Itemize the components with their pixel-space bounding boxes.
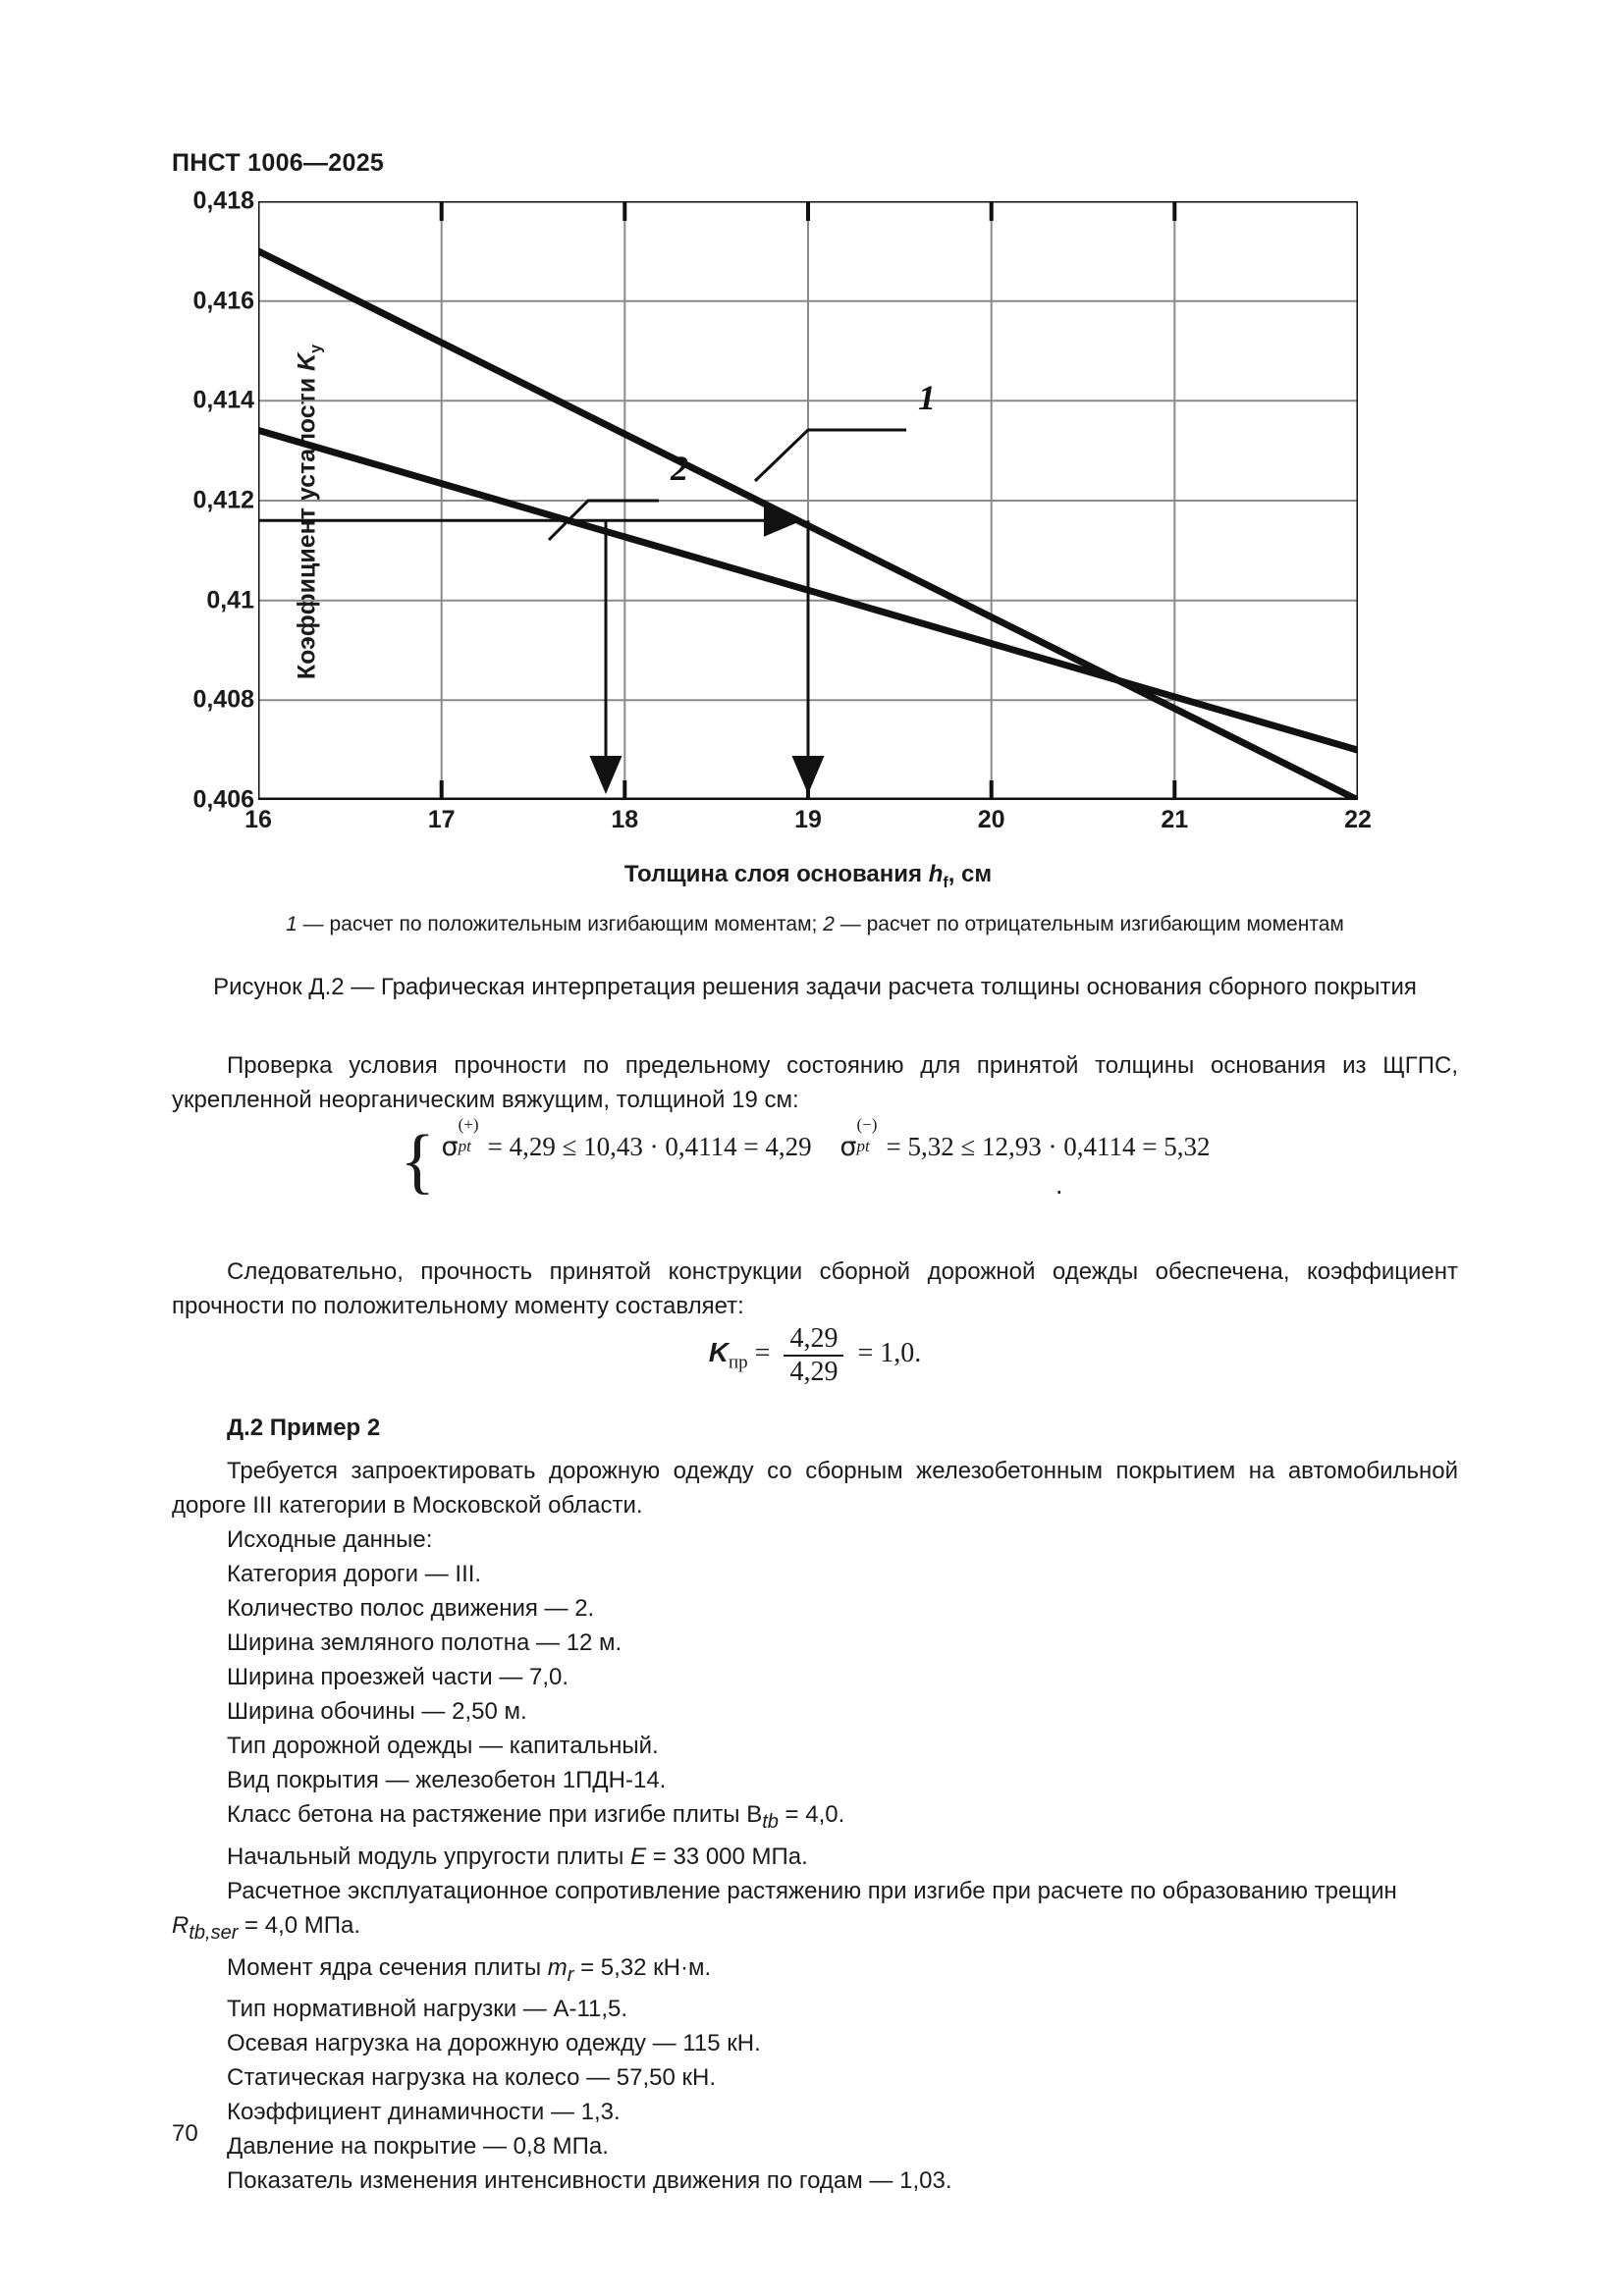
- section-heading-d2: Д.2 Пример 2: [227, 1415, 381, 1441]
- curve-label-1: 1: [918, 378, 936, 417]
- list-item-design-resistance: [172, 1874, 1458, 1908]
- kpr-equals-1: =: [754, 1338, 771, 1369]
- list-item: Тип дорожной одежды — капитальный.: [227, 1733, 659, 1759]
- kpr-result: 1,0.: [880, 1338, 922, 1369]
- design-resistance-subscript: tb,ser: [189, 1921, 239, 1944]
- list-item: Показатель изменения интенсивности движения по годам — 1,03.: [227, 2167, 952, 2195]
- formula-row-2-text: = 5,32 ≤ 12,93 · 0,4114 = 5,32: [886, 1132, 1211, 1161]
- list-item-design-resistance-cont: [172, 1908, 1458, 1950]
- list-item: Осевая нагрузка на дорожную одежду — 115 кН.: [227, 2030, 761, 2057]
- list-item-initial-data-label: Исходные данные:: [227, 1526, 433, 1553]
- legend-text-1: — расчет по положительным изгибающим моментам;: [297, 913, 824, 935]
- concrete-class-prefix: Класс бетона на растяжение при изгибе плиты B: [227, 1801, 763, 1828]
- kpr-denominator: 4,29: [784, 1355, 843, 1388]
- standard-header: ПНСТ 1006—2025: [172, 149, 385, 177]
- system-brace: {: [400, 1121, 436, 1201]
- elastic-modulus-suffix: = 33 000 МПа.: [646, 1842, 808, 1870]
- curve-label-1-leader: [755, 430, 906, 481]
- y-tick-label-0: 0,406: [192, 785, 254, 814]
- core-moment-prefix: Момент ядра сечения плиты: [227, 1953, 548, 1981]
- x-tick-label-0: 16: [244, 806, 272, 833]
- list-item: Количество полос движения — 2.: [227, 1595, 595, 1622]
- design-resistance-suffix: = 4,0 МПа.: [238, 1911, 361, 1939]
- solution-arrows: [258, 520, 808, 788]
- list-item: Коэффициент динамичности — 1,3.: [227, 2099, 621, 2126]
- core-moment-subscript: r: [567, 1963, 574, 1986]
- list-item: Вид покрытия — железобетон 1ПДН-14.: [227, 1767, 667, 1793]
- sigma-indices-2: (−) pt: [856, 1114, 878, 1155]
- concrete-class-suffix: = 4,0.: [778, 1801, 845, 1828]
- list-item-concrete-class: [172, 1797, 1458, 1840]
- formula-row-1-text: = 4,29 ≤ 10,43 · 0,4114 = 4,29: [487, 1132, 812, 1161]
- x-axis-title-subscript: f: [943, 874, 948, 891]
- list-item: Ширина обочины — 2,50 м.: [227, 1698, 527, 1725]
- y-tick-label-2: 0,41: [206, 586, 254, 614]
- kpr-symbol: K: [708, 1337, 729, 1368]
- y-axis-title-symbol: K: [293, 352, 321, 371]
- list-item: Ширина проезжей части — 7,0.: [227, 1664, 569, 1690]
- sigma-symbol-2: σ: [839, 1132, 857, 1162]
- list-item-core-moment: [172, 1950, 1458, 1993]
- list-item: Тип нормативной нагрузки — А-11,5.: [227, 1996, 628, 2023]
- figure-caption: Рисунок Д.2 — Графическая интерпретация решения задачи расчета толщины основания сборного покрытия: [213, 974, 1417, 1000]
- x-tick-label-1: 17: [427, 806, 456, 833]
- y-tick-label-3: 0,412: [192, 486, 254, 514]
- kpr-equals-2: =: [857, 1338, 874, 1369]
- y-tick-label-4: 0,414: [192, 386, 254, 414]
- y-tick-label-5: 0,416: [192, 287, 254, 315]
- core-moment-suffix: = 5,32 кН·м.: [573, 1953, 712, 1981]
- x-tick-label-3: 19: [794, 806, 822, 833]
- y-axis-title-subscript: y: [307, 344, 325, 353]
- list-item: Давление на покрытие — 0,8 МПа.: [227, 2133, 609, 2161]
- formula-kpr: [708, 1323, 922, 1387]
- chart-x-axis-title: [258, 861, 1358, 892]
- initial-data-list: [172, 1522, 1458, 2198]
- figure-d2: [172, 187, 1468, 918]
- legend-marker-2: 2: [823, 913, 835, 935]
- list-item: Ширина земляного полотна — 12 м.: [227, 1629, 623, 1656]
- figure-legend: [172, 913, 1458, 936]
- list-item: Категория дороги — III.: [227, 1561, 482, 1587]
- formula-row-2: [818, 1114, 1211, 1164]
- y-tick-label-6: 0,418: [192, 187, 254, 215]
- paragraph-conclusion: Следовательно, прочность принятой конструкции сборной дорожной одежды обеспечена, коэффициент прочности по положительному моменту составляет:: [172, 1258, 1458, 1319]
- x-tick-label-2: 18: [611, 806, 639, 833]
- kpr-fraction: [784, 1323, 843, 1388]
- formula-trailing-dot: .: [1056, 1170, 1063, 1200]
- design-resistance-symbol: R: [172, 1911, 189, 1939]
- chart-plot-area: [192, 187, 1372, 833]
- x-axis-title-symbol: h: [928, 861, 944, 887]
- formula-system: [400, 1114, 1211, 1201]
- x-axis-title-unit: , см: [947, 861, 993, 887]
- formula-kpr-block: [172, 1323, 1458, 1388]
- legend-text-2: — расчет по отрицательным изгибающим моментам: [834, 913, 1344, 935]
- formula-row-1: [419, 1114, 818, 1164]
- sigma-symbol-1: σ: [441, 1132, 459, 1162]
- elastic-modulus-prefix: Начальный модуль упругости плиты: [227, 1842, 631, 1870]
- page-number: 70: [172, 2120, 198, 2147]
- list-item-elastic-modulus: [172, 1840, 1458, 1874]
- y-tick-label-1: 0,408: [192, 685, 254, 714]
- elastic-modulus-symbol: E: [630, 1842, 647, 1870]
- concrete-class-subscript: tb: [762, 1810, 779, 1833]
- kpr-subscript: пр: [728, 1353, 748, 1374]
- x-tick-label-5: 21: [1161, 806, 1189, 833]
- core-moment-symbol: m: [547, 1953, 568, 1981]
- sigma-indices-1: (+) pt: [458, 1114, 479, 1155]
- y-axis-title-text: Коэффициент усталости: [293, 377, 321, 680]
- paragraph-strength-check: Проверка условия прочности по предельному состоянию для принятой толщины основания из ЩГПС, укрепленной неорганическим вяжущим, толщиной 19 см:: [172, 1052, 1458, 1113]
- design-resistance-text: Расчетное эксплуатационное сопротивление растяжению при изгибе при расчете по образованию трещин: [227, 1877, 1397, 1904]
- curve-label-2: 2: [671, 449, 688, 488]
- list-item: Статическая нагрузка на колесо — 57,50 кН.: [227, 2064, 717, 2092]
- x-tick-label-4: 20: [977, 806, 1005, 833]
- formula-system-block: [172, 1114, 1458, 1201]
- paragraph-task: Требуется запроектировать дорожную одежду со сборным железобетонным покрытием на автомобильной дороге III категории в Московской области.: [172, 1458, 1458, 1519]
- x-tick-label-6: 22: [1344, 806, 1372, 833]
- x-axis-title-text: Толщина слоя основания: [623, 861, 923, 887]
- kpr-numerator: 4,29: [789, 1323, 839, 1354]
- legend-marker-1: 1: [286, 913, 298, 935]
- chart-svg: [258, 201, 1358, 800]
